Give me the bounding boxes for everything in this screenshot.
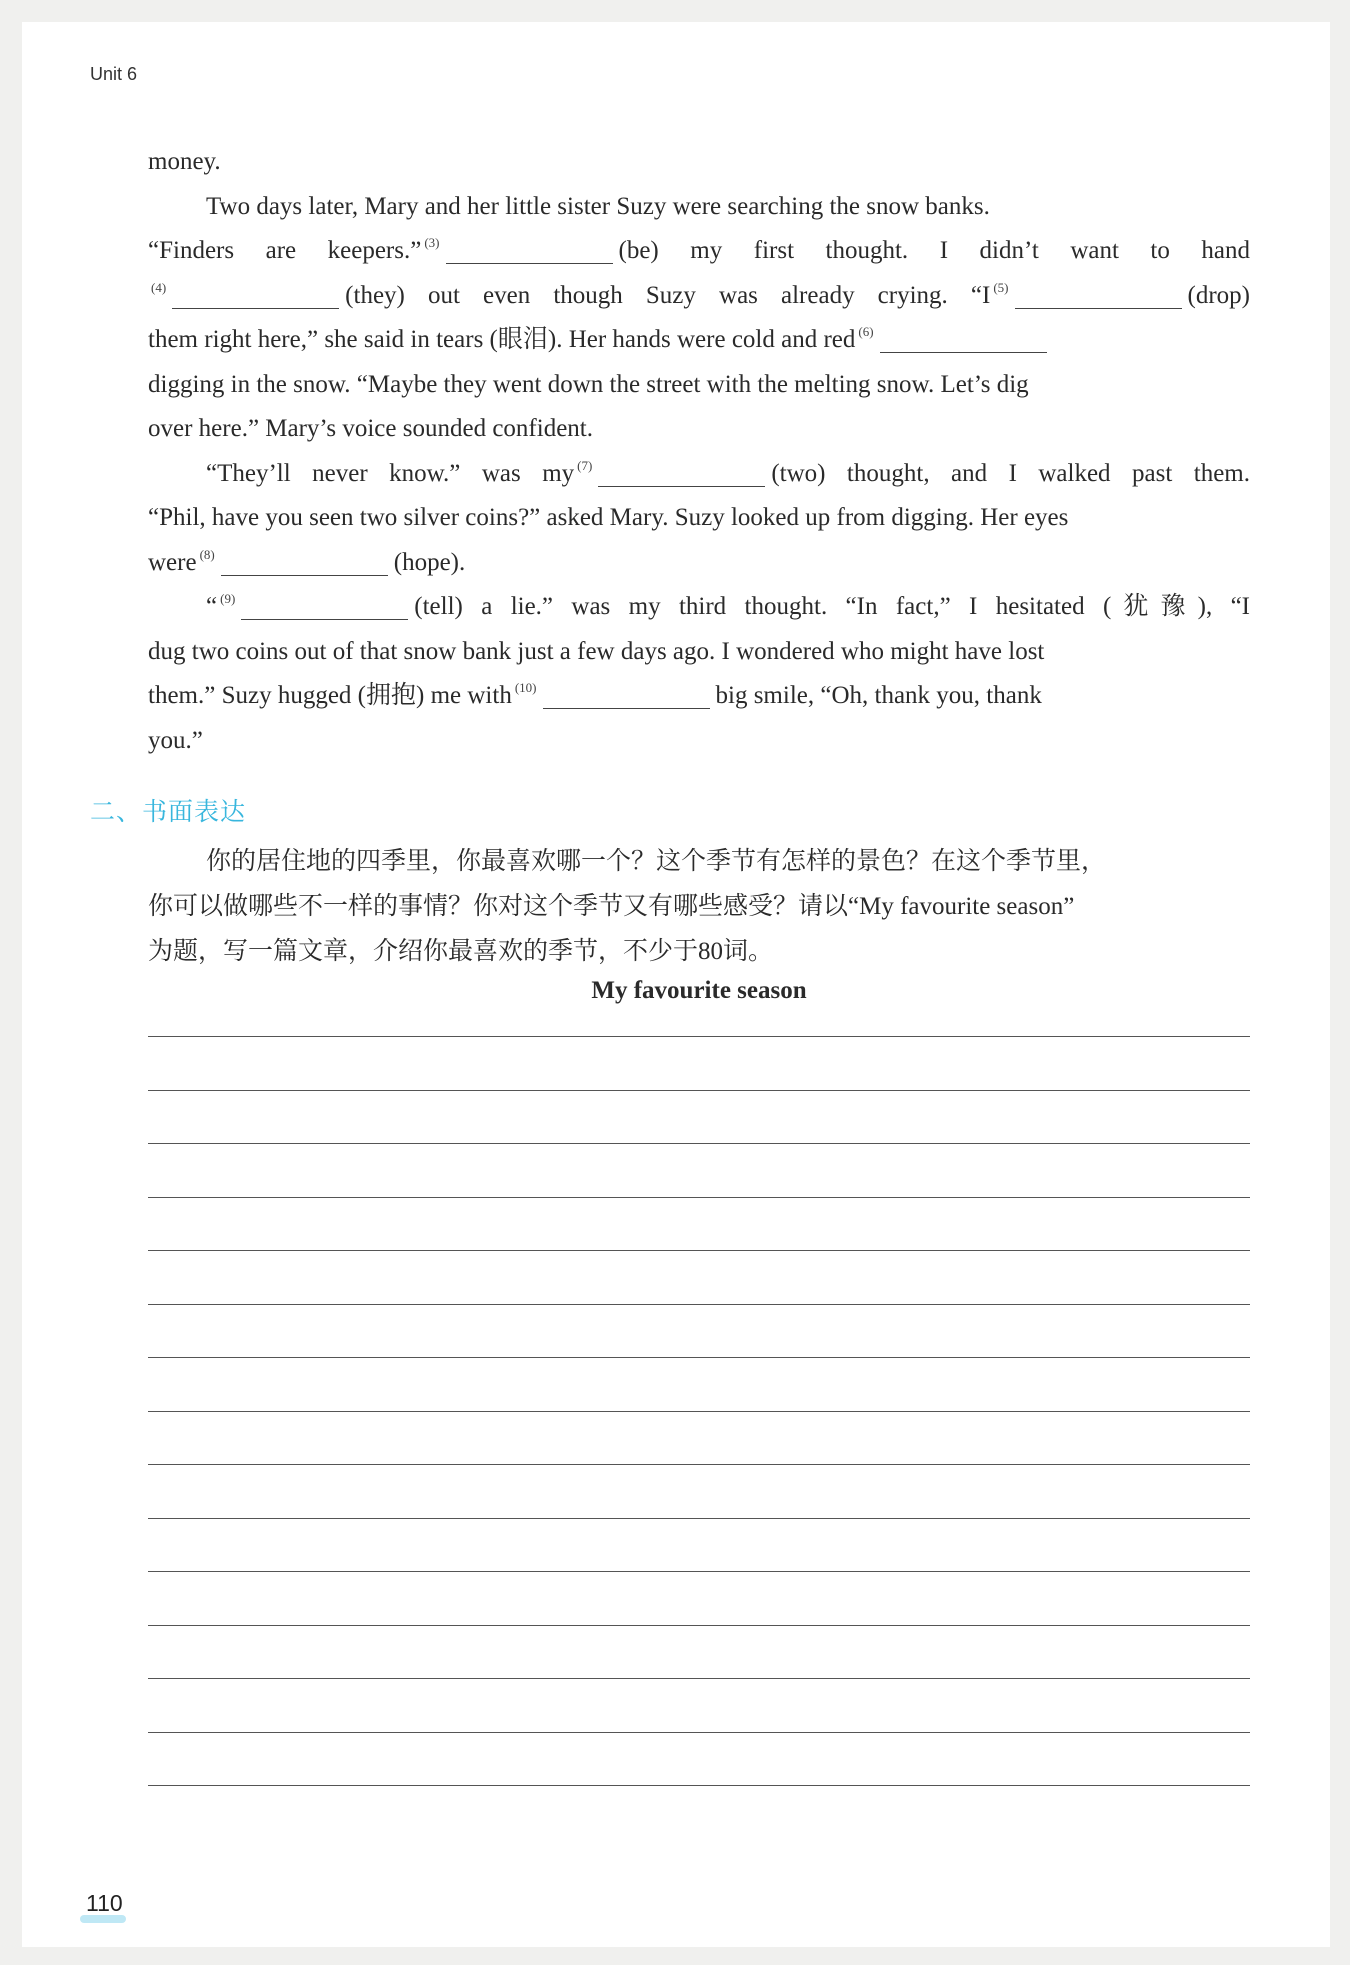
- passage-line: [148, 630, 1250, 675]
- passage-line: [148, 674, 1250, 719]
- passage-line: [148, 229, 1250, 274]
- blank-number: (3): [424, 235, 440, 250]
- blank-number: (5): [993, 279, 1009, 295]
- passage-text: (tell) a lie.” was my third thought. “In fact,” I hesitated (犹豫), “I: [414, 593, 1250, 620]
- passage-line: [148, 719, 1250, 764]
- writing-line[interactable]: [148, 1090, 1250, 1091]
- writing-line[interactable]: [148, 1625, 1250, 1626]
- passage-text: were: [148, 548, 197, 576]
- answer-blank-7[interactable]: [598, 458, 765, 487]
- reading-passage: [148, 140, 1250, 763]
- passage-text: (drop): [1187, 281, 1250, 309]
- writing-line[interactable]: [148, 1143, 1250, 1144]
- passage-text: (two) thought, and I walked past them.: [771, 459, 1250, 487]
- passage-text: over here.” Mary’s voice sounded confident.: [148, 415, 593, 442]
- passage-text: “: [206, 593, 218, 620]
- writing-line[interactable]: [148, 1036, 1250, 1037]
- blank-number: (6): [858, 324, 874, 339]
- passage-line: [148, 585, 1250, 630]
- answer-blank-3[interactable]: [446, 235, 613, 264]
- writing-line[interactable]: [148, 1411, 1250, 1412]
- section-heading: 二、书面表达: [90, 797, 247, 826]
- passage-line: [148, 407, 1250, 452]
- prompt-text: 你可以做哪些不一样的事情？你对这个季节又有哪些感受？请以“My favourite season”: [148, 893, 1075, 920]
- passage-line: [148, 541, 1250, 586]
- writing-line[interactable]: [148, 1250, 1250, 1251]
- writing-line[interactable]: [148, 1678, 1250, 1679]
- writing-line[interactable]: [148, 1197, 1250, 1198]
- passage-line: [148, 496, 1250, 541]
- answer-blank-9[interactable]: [241, 591, 408, 620]
- blank-number: (10): [514, 680, 537, 695]
- passage-text: them.” Suzy hugged (拥抱) me with: [148, 682, 512, 709]
- writing-line[interactable]: [148, 1518, 1250, 1519]
- passage-line: [148, 363, 1250, 408]
- essay-title: My favourite season: [591, 977, 807, 1004]
- unit-label: Unit 6: [90, 64, 138, 84]
- workbook-page: [22, 22, 1330, 1947]
- prompt-line: [148, 929, 1250, 974]
- passage-text: dug two coins out of that snow bank just a few days ago. I wondered who might have lost: [148, 637, 1045, 665]
- page-number: 110: [86, 1890, 123, 1916]
- answer-blank-8[interactable]: [221, 547, 388, 576]
- passage-text: “Finders are keepers.”: [148, 237, 422, 264]
- answer-blank-10[interactable]: [543, 680, 710, 709]
- passage-text: Two days later, Mary and her little sister Suzy were searching the snow banks.: [206, 192, 990, 220]
- prompt-text: 为题，写一篇文章，介绍你最喜欢的季节，不少于80词。: [148, 938, 774, 965]
- blank-number: (8): [199, 546, 215, 562]
- writing-prompt: [148, 839, 1250, 974]
- prompt-text: 你的居住地的四季里，你最喜欢哪一个？这个季节有怎样的景色？在这个季节里，: [206, 848, 1107, 875]
- answer-blank-5[interactable]: [1015, 280, 1182, 309]
- passage-text: money.: [148, 148, 221, 175]
- answer-blank-4[interactable]: [172, 280, 339, 309]
- passage-text: “Phil, have you seen two silver coins?” asked Mary. Suzy looked up from digging. Her eyes: [148, 504, 1069, 531]
- prompt-line: [148, 884, 1250, 929]
- passage-line: [148, 274, 1250, 319]
- blank-number: (4): [151, 279, 167, 295]
- writing-line[interactable]: [148, 1464, 1250, 1465]
- blank-number: (9): [220, 591, 236, 606]
- prompt-line: [148, 839, 1250, 884]
- passage-line: [148, 140, 1250, 185]
- passage-line: [148, 452, 1250, 497]
- passage-line: [148, 318, 1250, 363]
- passage-text: digging in the snow. “Maybe they went down the street with the melting snow. Let’s dig: [148, 370, 1029, 398]
- blank-number: (7): [577, 457, 593, 473]
- passage-text: big smile, “Oh, thank you, thank: [715, 682, 1042, 709]
- writing-line[interactable]: [148, 1571, 1250, 1572]
- passage-text: “They’ll never know.” was my: [206, 459, 575, 487]
- passage-text: them right here,” she said in tears (眼泪). Her hands were cold and red: [148, 326, 856, 353]
- passage-line: [148, 185, 1250, 230]
- writing-line[interactable]: [148, 1732, 1250, 1733]
- passage-text: (be) my first thought. I didn’t want to hand: [618, 237, 1250, 264]
- answer-blank-6[interactable]: [880, 324, 1047, 353]
- passage-text: you.”: [148, 726, 203, 754]
- writing-line[interactable]: [148, 1357, 1250, 1358]
- writing-line[interactable]: [148, 1304, 1250, 1305]
- passage-text: (they) out even though Suzy was already crying. “I: [345, 281, 991, 309]
- passage-text: (hope).: [393, 548, 466, 576]
- writing-line[interactable]: [148, 1785, 1250, 1786]
